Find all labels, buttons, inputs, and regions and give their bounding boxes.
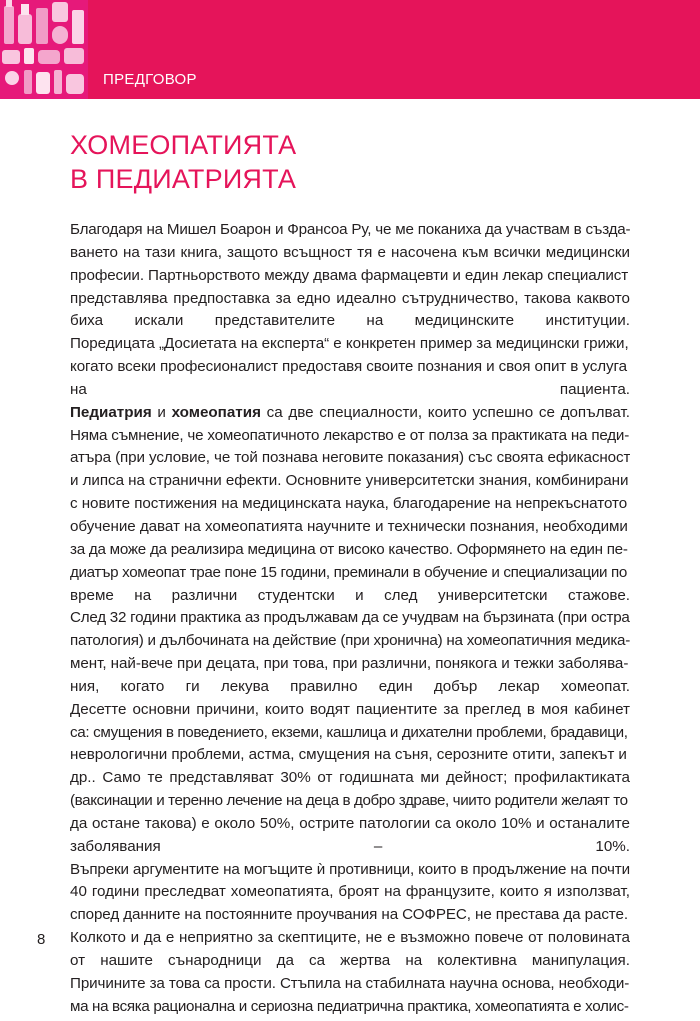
body-line: 40 години преследват хомеопатията, броят на французите, които я използват, <box>70 883 630 901</box>
body-line: с новите постижения на медицинската наука, благодарение на непрекъснатото <box>70 495 628 513</box>
inline-text: са две специалности, които успешно се допълват. <box>260 403 630 421</box>
page-number: 8 <box>37 931 46 948</box>
body-line: мент, най-вече при децата, при това, при различни, понякога и тежки заболява- <box>70 655 629 673</box>
body-line: Десетте основни причини, които водят пациентите за преглед в моя кабинет <box>70 700 630 718</box>
body-line: да остане такова) е около 50%, острите патологии са около 10% и останалите <box>70 814 630 832</box>
body-line: (ваксинации и теренно лечение на деца в добро здраве, чиито родители желаят то <box>70 792 628 810</box>
section-label: ПРЕДГОВОР <box>103 71 197 88</box>
body-line: патология) и дълбочината на действие (при хронична) на хомеопатичния медика- <box>70 632 630 650</box>
body-line: от нашите сънародници да са жертва на колективна манипулация. <box>70 952 630 969</box>
body-line: според данните на постоянните проучвания на СОФРЕС, не престава да расте. <box>70 906 628 924</box>
body-line: са: смущения в поведението, екземи, кашлица и дихателни проблеми, брадавици, <box>70 723 628 741</box>
body-line: ването на тази книга, защото всъщност тя е насочена към всички медицински <box>70 243 630 261</box>
bold-term: Педиатрия <box>70 403 152 421</box>
body-line: диатър хомеопат трае поне 15 години, преминали в обучение и специализации по <box>70 563 627 581</box>
bold-term: хомеопатия <box>171 403 261 421</box>
title-line-2: В ПЕДИАТРИЯТА <box>70 164 297 194</box>
body-line: заболявания – 10%. <box>70 837 630 855</box>
body-line: ма на всяка рационална и сериозна педиатрична практика, хомеопатията е холис- <box>70 997 629 1015</box>
body-line: обучение дават на хомеопатията научните и технически познания, необходими <box>70 517 628 535</box>
body-line: представлява предпоставка за едно идеално сътрудничество, такова каквото <box>70 289 630 307</box>
page-title <box>70 128 630 196</box>
body-line: неврологични проблеми, астма, смущения на съня, серозните отити, запекът и <box>70 746 627 764</box>
body-line: Благодаря на Мишел Боарон и Франсоа Ру, че ме поканиха да участвам в създа- <box>70 221 630 238</box>
body-line: на пациента. <box>70 380 630 398</box>
body-text <box>70 219 630 1019</box>
body-line: биха искали представителите на медицинските институции. <box>70 312 630 330</box>
body-line: време на различни студентски и след университетски стажове. <box>70 586 630 604</box>
body-line: и липса на странични ефекти. Основните университетски знания, комбинирани <box>70 472 629 490</box>
body-line: Въпреки аргументите на могъщите ѝ противници, които в продължение на почти <box>70 860 630 878</box>
body-line: Колкото и да е неприятно за скептиците, не е възможно повече от половината <box>70 929 630 947</box>
inline-text: и <box>151 403 172 421</box>
body-line: Няма съмнение, че хомеопатичното лекарство е от полза за практиката на педи- <box>70 426 630 444</box>
body-line: др.. Само те представляват 30% от годишната ми дейност; профилактиката <box>70 769 630 787</box>
cosmetics-pattern-illustration <box>0 0 88 99</box>
body-line: Поредицата „Досиетата на експерта“ е конкретен пример за медицински грижи, <box>70 335 629 353</box>
body-line: за да може да реализира медицина от високо качество. Оформянето на един пе- <box>70 540 628 558</box>
body-line: Причините за това са прости. Стъпила на стабилната научна основа, необходи- <box>70 974 630 992</box>
title-line-1: ХОМЕОПАТИЯТА <box>70 130 297 160</box>
body-line: професии. Партньорството между двама фармацевти и един лекар специалист <box>70 266 629 284</box>
body-line <box>70 402 630 425</box>
body-line: След 32 години практика аз продължавам да се учудвам на бързината (при остра <box>70 609 630 627</box>
body-line: атъра (при условие, че той познава неговите показания) със своята ефикасност <box>70 449 630 467</box>
body-line: ния, когато ги лекува правилно един добър лекар хомеопат. <box>70 677 630 695</box>
body-line: когато всеки професионалист предоставя своите познания и своя опит в услуга <box>70 358 627 376</box>
